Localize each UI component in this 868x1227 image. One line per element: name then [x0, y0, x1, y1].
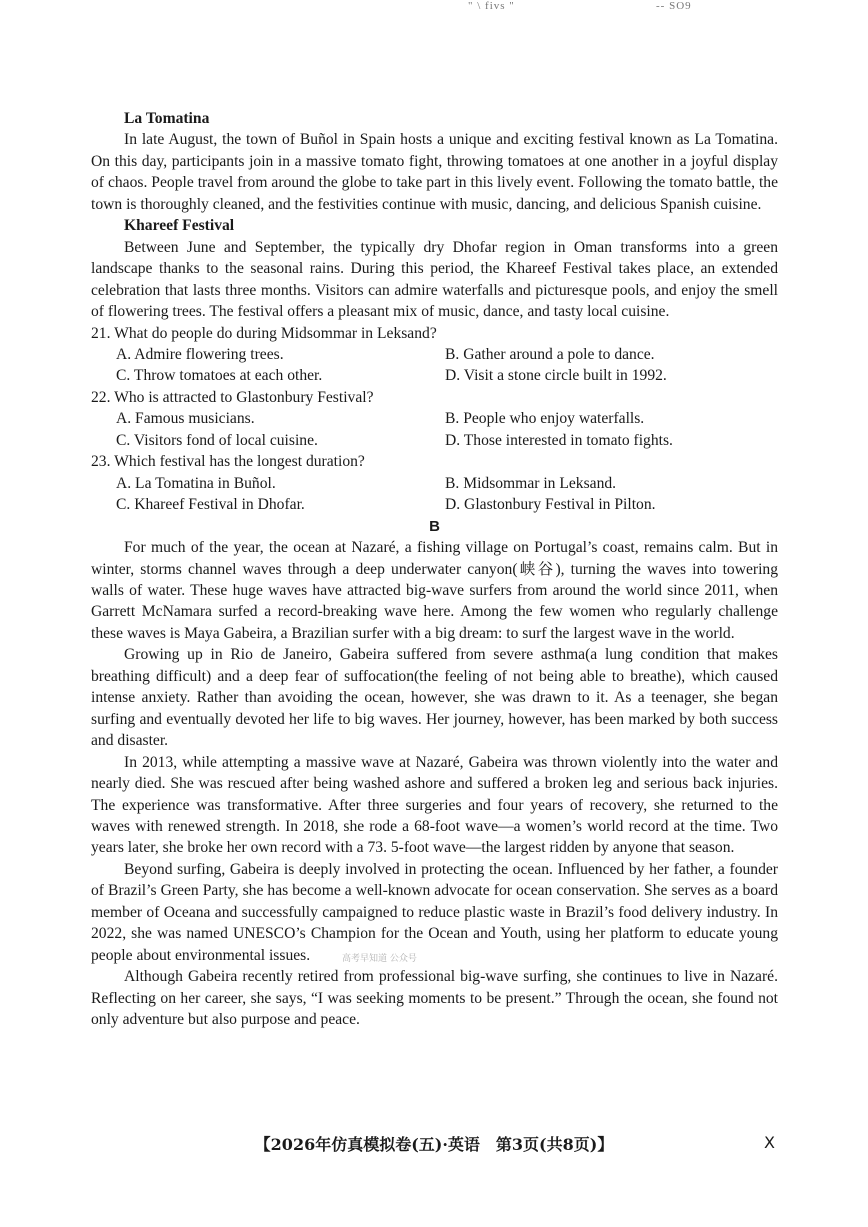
khareef-heading: Khareef Festival — [124, 217, 235, 235]
passage-b-paragraph-1: For much of the year, the ocean at Nazaré, a fishing village on Portugal’s coast, remains calm. But in winter, storms channel waves through a deep underwater canyon(峡谷), turning the waves into towering walls of water. These huge waves have attracted big-wave surfers from around the world since 2011, when Garrett McNamara surfed a record-breaking wave here. Among the few women who regularly challenge these waves is Maya Gabeira, a Brazilian surfer with a big dream: to surf the largest wave in the world. — [91, 539, 778, 642]
page-footer: 【2026年仿真模拟卷(五)·英语 第3页(共8页)】 — [254, 1135, 614, 1154]
question-stem: 21. What do people do during Midsommar in Leksand? — [91, 324, 437, 342]
option-c: C. Visitors fond of local cuisine. — [116, 431, 318, 449]
passage-b-paragraph-2: Growing up in Rio de Janeiro, Gabeira suffered from severe asthma(a lung condition that makes breathing difficult) and a deep fear of suffocation(the feeling of not being able to breathe), which caused intense anxiety. Rather than avoiding the ocean, however, she was drawn to it. As a teenager, she began surfing and eventually devoted her life to big waves. Her journey, however, has been marked by both success and disaster. — [91, 646, 778, 750]
option-a: A. Admire flowering trees. — [116, 345, 284, 363]
option-b: B. People who enjoy waterfalls. — [445, 410, 645, 428]
question-23 — [91, 451, 778, 515]
passage-b-paragraph-5: Although Gabeira recently retired from professional big-wave surfing, she continues to live in Nazaré. Reflecting on her career, she says, “I was seeking moments to be present.” Through the ocean, she found not only adventure but also purpose and peace. — [91, 968, 778, 1029]
question-stem: 22. Who is attracted to Glastonbury Festival? — [91, 388, 374, 406]
option-c: C. Khareef Festival in Dhofar. — [116, 496, 305, 514]
khareef-paragraph: Between June and September, the typically dry Dhofar region in Oman transforms into a green landscape thanks to the seasonal rains. During this period, the Khareef Festival takes place, an extended celebration that lasts three months. Visitors can admire waterfalls and picturesque pools, and enjoy the smell of flowering trees. The festival offers a pleasant mix of music, dance, and tasty local cuisine. — [91, 238, 778, 321]
option-d: D. Visit a stone circle built in 1992. — [445, 367, 667, 385]
option-c: C. Throw tomatoes at each other. — [116, 367, 323, 385]
section-b-label: B — [429, 517, 440, 535]
passage-b-paragraph-4: Beyond surfing, Gabeira is deeply involved in protecting the ocean. Influenced by her father, a founder of Brazil’s Green Party, she has become a well-known advocate for ocean conservation. She serves as a board member of Oceana and successfully campaigned to reduce plastic waste in Brazil’s food delivery industry. In 2022, she was named UNESCO’s Champion for the Ocean and Youth, using her platform to educate young people about environmental issues. — [91, 860, 778, 964]
option-b: B. Midsommar in Leksand. — [445, 474, 617, 492]
scan-header-fragment-left: " \ fivs " — [468, 0, 515, 12]
page-content — [91, 108, 778, 1030]
question-21 — [91, 323, 778, 387]
watermark: 高考早知道 公众号 — [342, 954, 417, 964]
option-d: D. Those interested in tomato fights. — [445, 431, 673, 449]
tomatina-paragraph: In late August, the town of Buñol in Spain hosts a unique and exciting festival known as La Tomatina. On this day, participants join in a massive tomato fight, throwing tomatoes at one another in a joyful display of chaos. People travel from around the globe to take part in this lively event. Following the tomato battle, the town is thoroughly cleaned, and the festivities continue with music, dancing, and delicious Spanish cuisine. — [91, 131, 778, 213]
scan-header-fragment-right: -- SO9 — [656, 0, 692, 12]
option-grid — [91, 473, 778, 516]
option-grid — [91, 408, 778, 451]
tomatina-heading: La Tomatina — [124, 110, 210, 127]
option-grid — [91, 344, 778, 387]
footer-mark: X — [764, 1133, 775, 1152]
option-d: D. Glastonbury Festival in Pilton. — [445, 496, 656, 514]
option-b: B. Gather around a pole to dance. — [445, 345, 655, 363]
option-a: A. La Tomatina in Buñol. — [116, 474, 276, 492]
passage-b-paragraph-3: In 2013, while attempting a massive wave at Nazaré, Gabeira was thrown violently into the water and nearly died. She was rescued after being washed ashore and suffered a broken leg and serious back injuries. The experience was transformative. After three surgeries and four years of recovery, she returned to the waves with renewed strength. In 2018, she rode a 68-foot wave—a women’s world record at the time. Two years later, she broke her own record with a 73. 5-foot wave—the largest ridden by anyone that season. — [91, 753, 778, 857]
question-22 — [91, 387, 778, 451]
option-a: A. Famous musicians. — [116, 410, 255, 428]
question-stem: 23. Which festival has the longest duration? — [91, 453, 365, 471]
